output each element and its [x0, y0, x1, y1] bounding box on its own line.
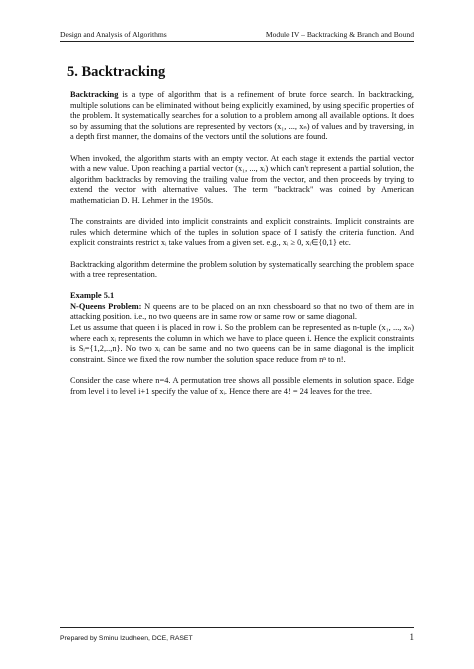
page-footer [60, 632, 414, 642]
nqueens-paragraph [70, 302, 414, 323]
tree-paragraph: Backtracking algorithm determine the problem solution by systematically searching the problem space with a tree representation. [70, 259, 414, 280]
footer-author: Prepared by Sminu Izudheen, DCE, RASET [60, 635, 193, 642]
header-course-title: Design and Analysis of Algorithms [60, 30, 167, 39]
algorithm-paragraph: When invoked, the algorithm starts with an empty vector. At each stage it extends the partial vector with a new value. Upon reaching a partial vector (x₁, ..., xᵢ) which can't represent a partial solution, the algorithm backtracks by removing the trailing value from the vector, and then proceeds by trying to extend the vector with alternative values. The term "backtrack" was coined by American mathematician D. H. Lehmer in the 1950s. [70, 153, 414, 205]
intro-paragraph [70, 90, 414, 143]
constraints-paragraph: The constraints are divided into implicit constraints and explicit constraints. Implicit constraints are rules which determine which of the tuples in solution space of I satisfy the criteria function. And explicit constraints restrict xᵢ take values from a given set. e.g., xᵢ ≥ 0, xᵢ∈{0,1} etc. [70, 217, 414, 248]
nqueens-constraints-paragraph: Let us assume that queen i is placed in row i. So the problem can be represented as n-tuple (x₁, ..., xₙ) where each xᵢ represents the column in which we have to place queen i. Hence the explicit constraints is Sᵢ={1,2,..,n}. No two xᵢ can be same and no two queens can be in same diagonal is the implicit constraint. Since we fixed the row number the solution space reduce from nⁿ to n!. [70, 323, 414, 364]
header-module-title: Module IV – Backtracking & Branch and Bound [265, 30, 414, 39]
footer-divider [60, 627, 414, 628]
header-divider [60, 41, 414, 42]
page-number: 1 [409, 632, 414, 642]
nqueens-text: N queens are to be placed on an nxn chessboard so that no two of them are in attacking position. i.e., no two queens are in same row or same row or same diagonal. [70, 301, 414, 322]
section-title: 5. Backtracking [67, 64, 166, 80]
intro-paragraph-text: is a type of algorithm that is a refinement of brute force search. In backtracking, multiple solutions can be eliminated without being explicitly examined, by using specific properties of the problem. It systematically searches for a solution to a problem among all available options. It does so by assuming that the solutions are represented by vectors (x₁, ..., xₙ) of values and by traversing, in a depth first manner, the domains of the vectors until the solutions are found. [70, 90, 414, 142]
intro-lead-term: Backtracking [70, 90, 119, 99]
example-heading: Example 5.1 [70, 291, 115, 301]
body-text [70, 90, 414, 408]
permutation-tree-paragraph: Consider the case where n=4. A permutation tree shows all possible elements in solution space. Edge from level i to level i+1 specify the value of xᵢ. Hence there are 4! = 24 leaves for the tree. [70, 376, 414, 396]
nqueens-label: N-Queens Problem: [70, 301, 142, 311]
running-header [60, 30, 414, 39]
example-heading-line [70, 291, 414, 302]
